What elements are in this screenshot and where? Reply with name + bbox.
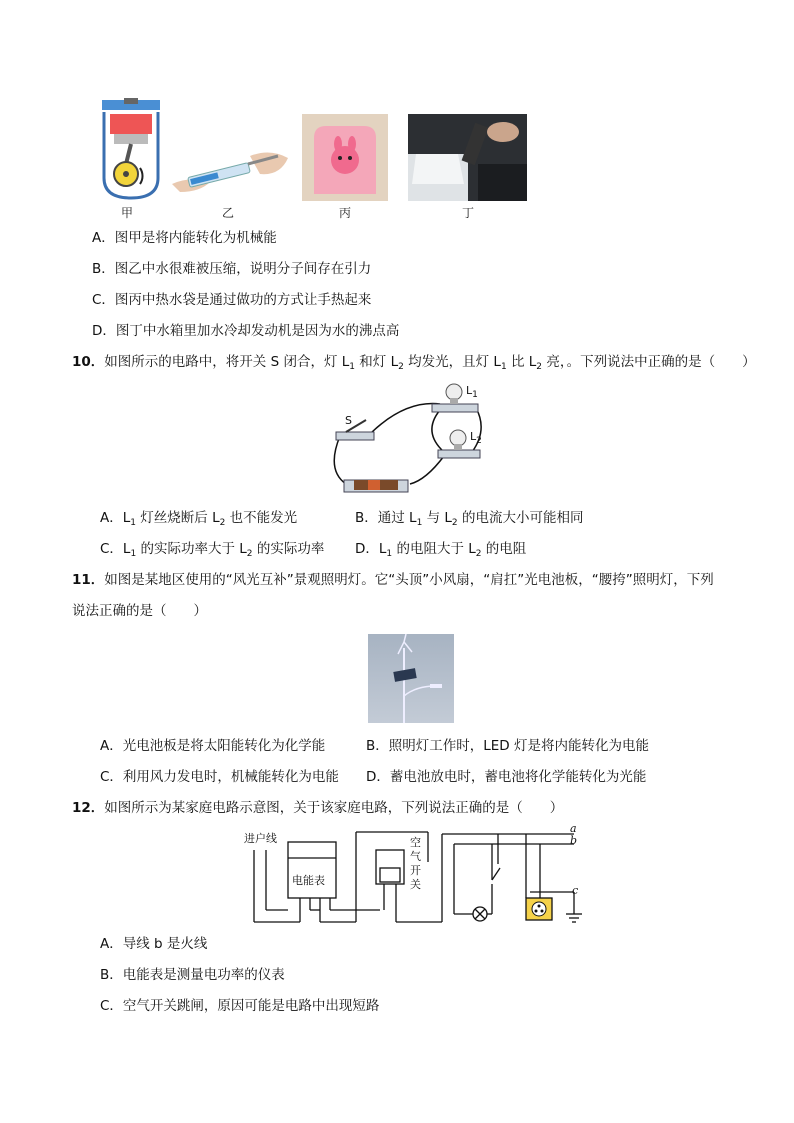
- breaker-char: 关: [410, 878, 421, 891]
- stem-text: 如图所示为某家庭电路示意图，关于该家庭电路，下列说法正确的是（ ）: [104, 800, 564, 816]
- stem-text: 比 L: [506, 354, 537, 370]
- stem-text: 如图是某地区使用的“风光互补”景观照明灯。它“头顶”小风扇，“肩扛”光电池板，“腰挎”照明灯，下列: [104, 572, 714, 588]
- engine-figure: [96, 98, 166, 202]
- q12-option-b: B．电能表是测量电功率的仪表: [100, 967, 285, 983]
- q11-option-c: C．利用风力发电时，机械能转化为电能: [100, 769, 339, 785]
- syringe-figure: [170, 146, 290, 196]
- q11-stem-line2: 说法正确的是（ ）: [72, 603, 207, 619]
- caption-ding: 丁: [461, 206, 474, 220]
- q12-option-a: A．导线 b 是火线: [100, 936, 208, 952]
- q9-option-d: D．图丁中水箱里加水冷却发动机是因为水的沸点高: [92, 323, 400, 339]
- subscript: 1: [349, 362, 355, 372]
- option-text: 灯丝烧断后 L: [136, 510, 220, 526]
- question-number: 10．: [72, 354, 105, 370]
- subscript: 1: [130, 518, 136, 528]
- breaker-char: 气: [410, 850, 421, 863]
- q12-stem: [72, 798, 563, 818]
- switch-label: S: [345, 414, 352, 427]
- breaker-char: 空: [410, 836, 421, 849]
- circuit-figure-q10: [326, 380, 486, 496]
- q9-option-a: A．图甲是将内能转化为机械能: [92, 230, 277, 246]
- q10-option-a: [100, 508, 297, 533]
- q10-stem: [72, 352, 756, 377]
- stem-text: 均发光，且灯 L: [403, 354, 501, 370]
- lamp-l2-label: [470, 430, 482, 446]
- subscript: 1: [386, 549, 393, 559]
- stem-text: 如图所示的电路中，将开关 S 闭合，灯 L: [104, 354, 350, 370]
- q10-option-d: [355, 539, 526, 564]
- q11-stem-line1: [72, 570, 714, 590]
- subscript: 2: [398, 362, 404, 372]
- q9-option-c: C．图丙中热水袋是通过做功的方式让手热起来: [92, 292, 372, 308]
- subscript: 1: [416, 518, 423, 528]
- breaker-label: [410, 836, 422, 892]
- meter-label: 电能表: [292, 874, 325, 887]
- subscript: 2: [536, 362, 543, 372]
- incoming-line-label: 进户线: [244, 832, 277, 845]
- subscript: 1: [500, 362, 507, 372]
- caption-bing: 丙: [338, 206, 351, 220]
- option-text: C．L: [100, 541, 131, 557]
- wire-a-label: a: [570, 822, 577, 835]
- option-text: A．L: [100, 510, 131, 526]
- q12-option-c: C．空气开关跳闸，原因可能是电路中出现短路: [100, 998, 380, 1014]
- lamp-letter: L: [466, 384, 473, 397]
- lamp-letter: L: [470, 430, 477, 443]
- option-text: 也不能发光: [225, 510, 298, 526]
- option-text: 的电流大小可能相同: [457, 510, 584, 526]
- question-number: 12．: [72, 800, 105, 816]
- stem-text: 和灯 L: [355, 354, 399, 370]
- subscript: 1: [130, 549, 137, 559]
- q10-option-b: [355, 508, 583, 533]
- breaker-char: 开: [410, 864, 421, 877]
- stem-text: 亮，。下列说法中正确的是（ ）: [542, 354, 756, 370]
- street-light-photo: [368, 634, 454, 723]
- wire-c-label: c: [572, 884, 579, 897]
- q11-option-d: D．蓄电池放电时，蓄电池将化学能转化为光能: [366, 769, 647, 785]
- option-text: 与 L: [422, 510, 452, 526]
- option-text: 的电阻大于 L: [392, 541, 476, 557]
- caption-jia: 甲: [120, 206, 133, 220]
- hot-water-bag-photo: [302, 114, 388, 201]
- q9-option-b: B．图乙中水很难被压缩，说明分子间存在引力: [92, 261, 372, 277]
- subscript: 2: [475, 549, 482, 559]
- option-text: 的电阻: [481, 541, 527, 557]
- engine-radiator-photo: [408, 114, 527, 201]
- subscript: 2: [476, 436, 482, 446]
- subscript: 2: [246, 549, 253, 559]
- q11-option-a: A．光电池板是将太阳能转化为化学能: [100, 738, 326, 754]
- question-number: 11．: [72, 572, 105, 588]
- subscript: 2: [219, 518, 226, 528]
- option-text: D．L: [355, 541, 387, 557]
- option-text: B．通过 L: [355, 510, 417, 526]
- q11-option-b: B．照明灯工作时，LED 灯是将内能转化为电能: [366, 738, 649, 754]
- option-text: 的实际功率: [252, 541, 325, 557]
- option-text: 的实际功率大于 L: [136, 541, 247, 557]
- wire-b-label: b: [570, 834, 578, 847]
- subscript: 2: [451, 518, 458, 528]
- caption-yi: 乙: [221, 206, 234, 220]
- lamp-l1-label: [466, 384, 478, 400]
- q10-option-c: [100, 539, 324, 564]
- subscript: 1: [472, 390, 478, 400]
